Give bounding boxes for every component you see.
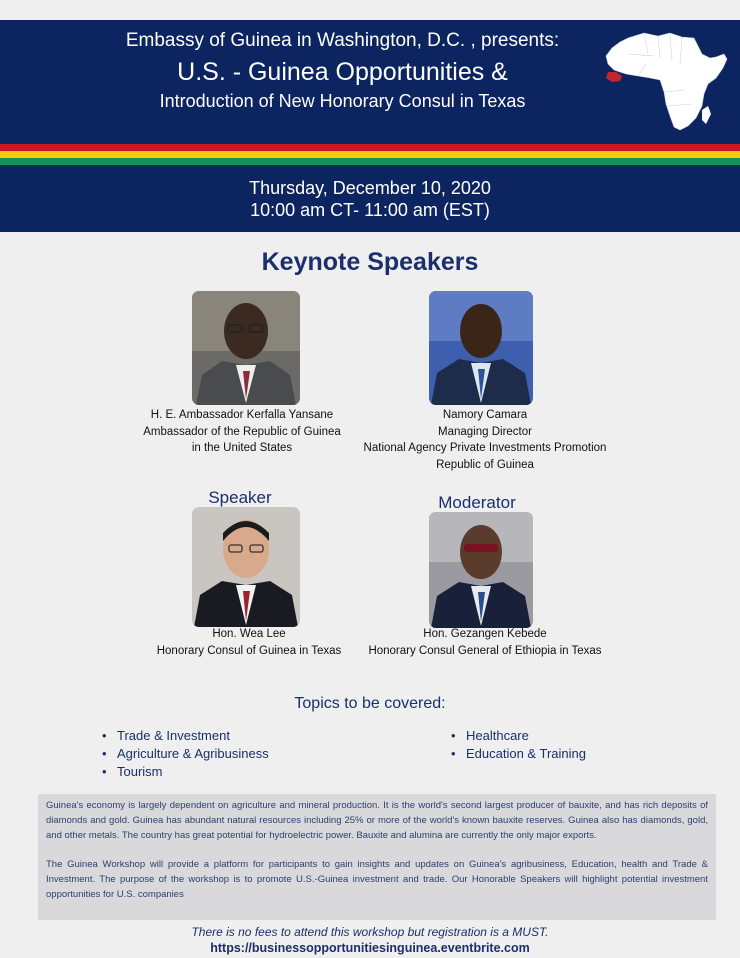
event-time: 10:00 am CT- 11:00 am (EST) (250, 200, 490, 220)
speaker-title: Honorary Consul General of Ethiopia in Texas (368, 644, 602, 657)
speaker-caption-lee (148, 626, 350, 659)
flag-stripe-red (0, 144, 740, 151)
speaker-caption-kebede (360, 626, 610, 659)
speaker-name: Hon. Wea Lee (212, 628, 286, 640)
speaker-name: H. E. Ambassador Kerfalla Yansane (150, 409, 334, 421)
topic-item: • Agriculture & Agribusiness (100, 745, 269, 763)
event-date: Thursday, December 10, 2020 (249, 178, 491, 198)
speaker-photo-lee (192, 507, 300, 627)
date-banner (0, 165, 740, 232)
topic-item: • Tourism (100, 763, 269, 781)
role-label-speaker: Speaker (208, 488, 272, 507)
speaker-title: Ambassador of the Republic of Guinea (143, 425, 341, 438)
header-banner (0, 20, 740, 144)
topic-item: • Education & Training (449, 745, 586, 763)
flag-stripe-yellow (0, 151, 740, 158)
speaker-photo-kebede (429, 512, 533, 628)
topics-list-left (100, 727, 269, 781)
speaker-title: in the United States (191, 442, 293, 454)
speaker-name: Namory Camara (442, 409, 528, 421)
speaker-photo-yansane (192, 291, 300, 405)
event-subtitle: Introduction of New Honorary Consul in Texas (159, 91, 526, 111)
info-box (38, 794, 716, 920)
speaker-title: Republic of Guinea (436, 458, 534, 471)
registration-note: There is no fees to attend this workshop but registration is a MUST. (191, 925, 549, 939)
speaker-title: National Agency Private Investments Promotion (363, 442, 607, 454)
speaker-caption-yansane (130, 407, 354, 457)
presenter-line: Embassy of Guinea in Washington, D.C. , presents: (125, 30, 560, 51)
speaker-title: Honorary Consul of Guinea in Texas (156, 644, 342, 657)
registration-link[interactable]: https://businessopportunitiesinguinea.eventbrite.com (210, 941, 530, 955)
keynote-heading: Keynote Speakers (261, 248, 479, 276)
role-label-moderator: Moderator (438, 493, 516, 512)
speaker-caption-camara (352, 407, 618, 473)
topic-item: • Trade & Investment (100, 727, 269, 745)
speaker-title: Managing Director (438, 425, 532, 438)
speaker-name: Hon. Gezangen Kebede (423, 628, 547, 640)
africa-map-icon (598, 24, 732, 136)
economy-paragraph: Guinea's economy is largely dependent on agriculture and mineral production. It is the world's second largest producer of bauxite, and has rich deposits of diamonds and gold. Guinea has abundant natural resources including 25% or more of the world's known bauxite reserves. Guinea also has diamonds, gold, and other metals. The country has great potential for hydroelectric power. Bauxite and alumina are currently the only major exports. (46, 800, 708, 841)
workshop-paragraph: The Guinea Workshop will provide a platform for participants to gain insights and updates on Guinea's agribusiness, Education, health and Trade & Investment. The purpose of the workshop is to promote U.S.-Guinea investment and trade. Our Honorable Speakers will highlight potential investment opportunities for U.S. companies (46, 859, 708, 900)
event-title: U.S. - Guinea Opportunities & (177, 58, 508, 86)
topics-heading: Topics to be covered: (294, 695, 446, 712)
speaker-photo-camara (429, 291, 533, 405)
top-margin (0, 0, 740, 20)
flag-stripe-green (0, 158, 740, 165)
topic-item: • Healthcare (449, 727, 586, 745)
topics-list-right (449, 727, 586, 763)
